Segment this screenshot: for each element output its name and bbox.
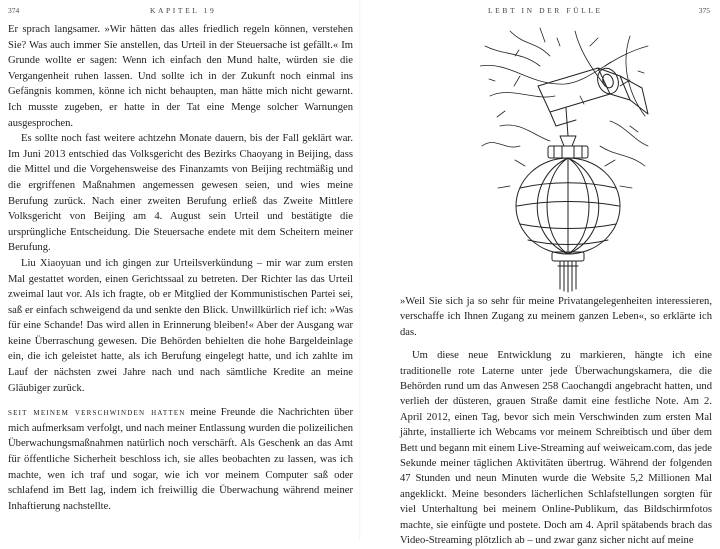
section-text: meine Freunde die Nachrichten über mich aufmerksam verfolgt, und nach meiner Entlassung wurden die polizeilichen Überwachungsmaßnahmen natürlich noch verschärft. Als Geschenk an das Amt für öffentliche Sicherheit beschloss ich, sie alles beobachten zu lassen, was ich machte, wen ich traf und sogar, wie ich vor meinem Computer saß oder schlafend im Bett lag, indem ich freiwillig die Überwachung während meiner Inhaftierung nachstellte. (8, 407, 353, 512)
running-head: LEBT IN DER FÜLLE (488, 6, 603, 15)
section-break (8, 396, 353, 405)
paragraph: Liu Xiaoyuan und ich gingen zur Urteilsverkündung – mir war zum ersten Mal gestattet worden, einen Gerichtssaal zu betreten. Der Richter las das Urteil zweimal laut vor. Als ich fragte, ob er Mitglied der Kommunistischen Partei sei, saß er einfach schweigend da und senkte den Blick. Unwillkürlich rief ich: »Was für eine Schande! Das wird allen in Erinnerung bleiben!« Aber der Ausgang war keine Überraschung gewesen. Die Behörden behielten die hohe Bargeldeinlage ein, die ich geleistet hatte, als ich Berufung eingelegt hatte, und ich zahlte im Lauf der nächsten zwei Jahre nach und nach sämtliche Kredite an meine Gläubiger zurück. (8, 257, 353, 394)
section-paragraph (8, 405, 353, 514)
body-text (8, 22, 353, 514)
section-lead-in: seit meinem verschwinden hatten (8, 407, 186, 419)
lantern-camera-illustration (480, 26, 650, 294)
body-text-right (400, 294, 712, 549)
paragraph: »Weil Sie sich ja so sehr für meine Privatangelegenheiten interessieren, verschaffe ich Ihnen Zugang zu meinem ganzen Leben«, so erklärte ich das. (400, 296, 712, 338)
paragraph: Es sollte noch fast weitere achtzehn Monate dauern, bis der Fall geklärt war. Im Juni 2013 entschied das Volksgericht des Bezirks Chaoyang in Beijing, dass die Mittel und die Vorgehensweise des Finanzamts von Beijing rechtmäßig und die ergriffenen Maßnahmen angemessen gewesen seien, und wies meine Berufung zurück. Nach einer zweiten Berufung erließ das Zweite Mittlere Volksgericht von Beijing am 4. August sein Urteil und bestätigte die ursprüngliche Entscheidung. Die Steuersache endete mit dem Scheitern meiner Berufung. (8, 133, 353, 254)
page-number: 375 (698, 6, 710, 15)
paragraph: Um diese neue Entwicklung zu markieren, hängte ich eine traditionelle rote Laterne unter jede Überwachungskamera, die die Behörden rund um das Anwesen 258 Caochangdi angebracht hatten, und verlieh der düsteren, grauen Straße damit eine festliche Note. Am 2. April 2012, einen Tag, bevor sich mein Verschwinden zum ersten Mal jährte, installierte ich Webcams vor meinem Schreibtisch und über dem Bett und begann mit einem Live-Streaming auf weiweicam.com, das jede Sekunde meiner täglichen Aktivitäten übertrug. Während der folgenden 47 Stunden und neun Minuten wurde die Website 5,2 Millionen Mal angeklickt. Meine besonders lächerlichen Schlafstellungen sorgten für viel Unterhaltung bei meinem Online-Publikum, das Bildschirmfotos machte, sie einfügte und postete. Doch am 4. April spätabends brach das Video-Streaming plötzlich ab – und zwar ganz sicher nicht auf meine (400, 350, 712, 547)
page-number: 374 (8, 6, 20, 15)
paragraph: Er sprach langsamer. »Wir hätten das alles friedlich regeln können, verstehen Sie? Was auch immer Sie anstellen, das Urteil in der Steuersache ist gefällt.« Im Grunde wollte er sagen: Wenn ich einfach den Mund halte, würden sie die Vergangenheit ruhen lassen. Und sollte ich in der Zukunft noch einmal ins Gefängnis kommen, könne ich nicht behaupten, man hätte mich nicht gewarnt. Ich musste zugeben, er hatte in der Tat eine Menge solcher Warnungen ausgesprochen. (8, 24, 353, 129)
running-head: KAPITEL 19 (150, 6, 217, 15)
left-page (0, 0, 360, 540)
paragraph-gap (400, 340, 712, 348)
